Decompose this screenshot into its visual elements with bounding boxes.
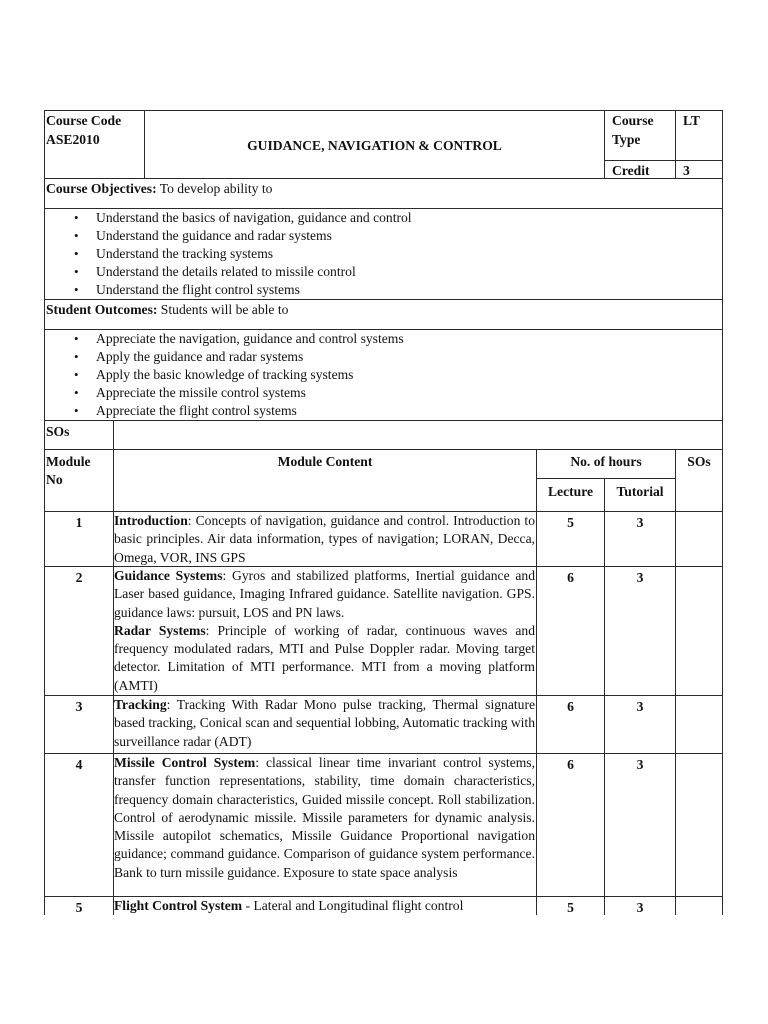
objectives-list xyxy=(45,209,721,299)
tutorial-hours: 3 xyxy=(636,699,644,714)
module-subtitle: Radar Systems xyxy=(114,622,206,638)
lecture-hours: 6 xyxy=(567,699,574,714)
rule-top xyxy=(44,110,723,111)
outcome-item: • Apply the guidance and radar systems xyxy=(45,348,721,366)
objective-item: • Understand the flight control systems xyxy=(45,281,721,299)
objectives-intro: To develop ability to xyxy=(156,181,273,196)
rule-table-head xyxy=(44,449,723,450)
outcomes-heading: Student Outcomes: xyxy=(46,302,158,317)
rule-credit xyxy=(604,160,723,161)
rule-outcomes-top xyxy=(44,299,723,300)
module-title: Guidance Systems xyxy=(114,568,223,583)
module-header-1: Module xyxy=(46,454,91,469)
module-content xyxy=(114,567,535,695)
lecture-hours: 6 xyxy=(567,757,574,772)
outcomes-heading-row xyxy=(46,301,288,319)
module-number: 1 xyxy=(75,515,83,530)
credit-value: 3 xyxy=(683,163,690,178)
lecture-header: Lecture xyxy=(547,484,594,499)
module-number: 3 xyxy=(75,699,83,714)
module-title: Flight Control System xyxy=(114,898,243,913)
module-content xyxy=(114,512,535,567)
lecture-hours: 5 xyxy=(567,900,574,915)
course-type-label-2: Type xyxy=(612,132,641,147)
rule-type-value-divider xyxy=(675,110,676,178)
outcomes-intro: Students will be able to xyxy=(157,302,289,317)
hours-header: No. of hours xyxy=(570,454,642,469)
module-text: - Lateral and Longitudinal flight control xyxy=(242,898,464,913)
lecture-hours: 6 xyxy=(567,570,574,585)
sos-label: SOs xyxy=(46,424,70,439)
objectives-heading: Course Objectives: xyxy=(46,181,157,196)
module-text: : Concepts of navigation, guidance and control. Introduction to basic principles. Air data information, types of navigation; LORAN, Decca, Omega, VOR, INS GPS xyxy=(114,513,535,565)
tutorial-hours: 3 xyxy=(636,900,644,915)
rule-type-divider xyxy=(604,110,605,178)
objective-item: • Understand the tracking systems xyxy=(45,245,721,263)
course-type-label-1: Course xyxy=(612,113,654,128)
module-content xyxy=(114,754,535,882)
outcome-item: • Appreciate the missile control systems xyxy=(45,384,721,402)
outcomes-list xyxy=(45,330,721,420)
module-title: Tracking xyxy=(114,697,167,712)
rule-tutorial-col xyxy=(675,449,676,915)
course-code-label: Course Code xyxy=(46,113,122,128)
tutorial-header: Tutorial xyxy=(616,484,664,499)
objective-item: • Understand the details related to missile control xyxy=(45,263,721,281)
objective-item: • Understand the guidance and radar systems xyxy=(45,227,721,245)
lecture-hours: 5 xyxy=(567,515,574,530)
credit-label: Credit xyxy=(612,163,650,178)
course-type-value: LT xyxy=(683,113,700,128)
module-title: Missile Control System xyxy=(114,755,256,770)
outcome-item: • Appreciate the flight control systems xyxy=(45,402,721,420)
objectives-heading-row xyxy=(46,180,272,198)
objective-item: • Understand the basics of navigation, guidance and control xyxy=(45,209,721,227)
content-header: Module Content xyxy=(277,454,373,469)
sos-header: SOs xyxy=(687,454,711,469)
module-header-2: No xyxy=(46,472,63,487)
tutorial-hours: 3 xyxy=(636,757,644,772)
course-title: GUIDANCE, NAVIGATION & CONTROL xyxy=(247,138,502,153)
course-code-value: ASE2010 xyxy=(46,132,100,147)
module-number: 4 xyxy=(75,757,83,772)
outcome-item: • Appreciate the navigation, guidance and control systems xyxy=(45,330,721,348)
rule-hours-split xyxy=(536,478,675,479)
module-title: Introduction xyxy=(114,513,188,528)
tutorial-hours: 3 xyxy=(636,515,644,530)
rule-right xyxy=(722,110,723,915)
outcome-item: • Apply the basic knowledge of tracking systems xyxy=(45,366,721,384)
rule-sos xyxy=(44,420,723,421)
module-text: : Gyros and stabilized platforms, Inertial guidance and Laser based guidance, Imaging Infrared guidance. Satellite navigation. GPS. guidance laws: pursuit, LOS and PN laws. xyxy=(114,568,535,620)
module-text: : classical linear time invariant control systems, transfer function representations, stability, time domain characteristics, frequency domain characteristics, Guided missile concept. Roll stabilization. Control of aerodynamic missile. Missile parameters for dynamic analysis. Missile autopilot schematics, Missile Guidance Proportional navigation guidance; command guidance. Comparison of guidance system performance. Bank to turn missile guidance. Exposure to state space analysis xyxy=(114,755,535,880)
module-number: 2 xyxy=(75,570,83,585)
module-number: 5 xyxy=(75,900,83,915)
module-content xyxy=(114,696,535,751)
tutorial-hours: 3 xyxy=(636,570,644,585)
module-content xyxy=(114,897,535,915)
rule-lecture-col xyxy=(604,478,605,915)
module-subtext: : Principle of working of radar, continuous waves and frequency modulated radars, MTI and Pulse Doppler radar. Moving target detector. Limitation of MTI performance. MTI from a moving platform (AMTI) xyxy=(114,622,536,693)
module-text: : Tracking With Radar Mono pulse tracking, Thermal signature based tracking, Conical scan and sequential lobbing, Automatic tracking with surveillance radar (ADT) xyxy=(114,697,535,749)
